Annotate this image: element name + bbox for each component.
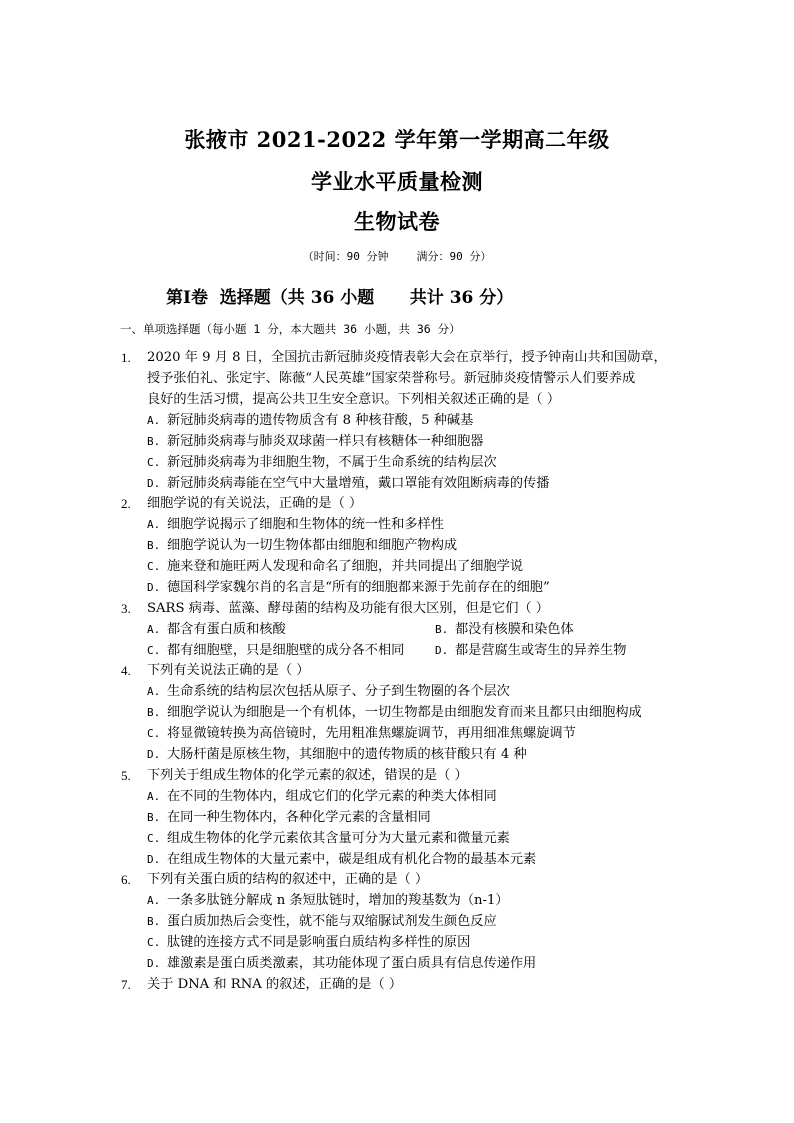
question-number: 7. bbox=[121, 977, 131, 992]
option-text: 将显微镜转换为高倍镜时，先用粗准焦螺旋调节，再用细准焦螺旋调节 bbox=[167, 726, 576, 741]
option-text[interactable]: 都含有蛋白质和核酸 bbox=[167, 622, 286, 637]
option-text: 新冠肺炎病毒能在空气中大量增殖，戴口罩能有效阻断病毒的传播 bbox=[167, 476, 550, 491]
answer-option[interactable] bbox=[121, 932, 681, 953]
option-text[interactable]: 都是营腐生或寄生的异养生物 bbox=[455, 643, 627, 658]
answer-option[interactable] bbox=[121, 911, 681, 932]
question-line bbox=[121, 660, 681, 681]
option-text: 施来登和施旺两人发现和命名了细胞，并共同提出了细胞学说 bbox=[167, 559, 524, 574]
question-stem: 良好的生活习惯，提高公共卫生安全意识。下列相关叙述正确的是（ ） bbox=[147, 392, 561, 407]
answer-option[interactable] bbox=[121, 786, 681, 807]
answer-option[interactable] bbox=[121, 410, 681, 431]
question-number: 5. bbox=[121, 768, 131, 783]
answer-option-row bbox=[121, 619, 681, 640]
question-number: 1. bbox=[121, 350, 131, 365]
question-stem: 下列有关蛋白质的结构的叙述中，正确的是（ ） bbox=[147, 872, 429, 887]
question-number: 6. bbox=[121, 872, 131, 887]
question-stem: 授予张伯礼、张定宇、陈薇“人民英雄”国家荣誉称号。新冠肺炎疫情警示人们要养成 bbox=[147, 371, 636, 386]
option-label: A. bbox=[147, 685, 161, 698]
exam-time: （时间：90 分钟 bbox=[302, 250, 389, 263]
answer-option[interactable] bbox=[121, 556, 681, 577]
option-label: C. bbox=[147, 456, 161, 469]
answer-option[interactable] bbox=[121, 744, 681, 765]
option-text: 细胞学说揭示了细胞和生物体的统一性和多样性 bbox=[167, 517, 444, 532]
question-line bbox=[121, 974, 681, 995]
exam-info bbox=[0, 248, 794, 264]
option-label: A. bbox=[147, 414, 161, 427]
option-label: B. bbox=[147, 435, 161, 448]
option-label: D. bbox=[147, 581, 161, 594]
option-text: 在不同的生物体内，组成它们的化学元素的种类大体相同 bbox=[167, 789, 497, 804]
question-number: 4. bbox=[121, 663, 131, 678]
option-text: 细胞学说认为细胞是一个有机体，一切生物都是由细胞发育而来且都只由细胞构成 bbox=[167, 705, 642, 720]
option-text: 德国科学家魏尔肖的名言是“所有的细胞都来源于先前存在的细胞” bbox=[167, 580, 550, 595]
option-label: B. bbox=[147, 539, 161, 552]
question-number: 2. bbox=[121, 496, 131, 511]
option-text: 新冠肺炎病毒为非细胞生物，不属于生命系统的结构层次 bbox=[167, 455, 497, 470]
question-line bbox=[121, 368, 681, 389]
answer-option[interactable] bbox=[121, 890, 681, 911]
answer-option-row bbox=[121, 640, 681, 661]
option-text: 在同一种生物体内，各种化学元素的含量相同 bbox=[167, 810, 431, 825]
option-text: 生命系统的结构层次包括从原子、分子到生物圈的各个层次 bbox=[167, 684, 510, 699]
option-text: 组成生物体的化学元素依其含量可分为大量元素和微量元素 bbox=[167, 831, 510, 846]
question-stem: 2020 年 9 月 8 日，全国抗击新冠肺炎疫情表彰大会在京举行，授予钟南山共和国勋章， bbox=[147, 350, 667, 365]
question-1 bbox=[121, 347, 681, 494]
answer-option[interactable] bbox=[121, 702, 681, 723]
option-text: 蛋白质加热后会变性，就不能与双缩脲试剂发生颜色反应 bbox=[167, 914, 497, 929]
option-label: A. bbox=[147, 894, 161, 907]
option-text: 雄激素是蛋白质类激素，其功能体现了蛋白质具有信息传递作用 bbox=[167, 956, 537, 971]
answer-option[interactable] bbox=[121, 807, 681, 828]
option-text: 新冠肺炎病毒与肺炎双球菌一样只有核糖体一种细胞器 bbox=[167, 434, 484, 449]
option-label[interactable]: D. bbox=[435, 644, 449, 657]
answer-option[interactable] bbox=[121, 577, 681, 598]
exam-score: 满分：90 分） bbox=[416, 250, 492, 263]
answer-option[interactable] bbox=[121, 849, 681, 870]
option-label: C. bbox=[147, 560, 161, 573]
option-label: D. bbox=[147, 957, 161, 970]
answer-option[interactable] bbox=[121, 723, 681, 744]
exam-title: 张掖市 2021-2022 学年第一学期高二年级 bbox=[184, 127, 610, 152]
option-label: D. bbox=[147, 853, 161, 866]
question-stem: 细胞学说的有关说法，正确的是（ ） bbox=[147, 496, 363, 511]
answer-option[interactable] bbox=[121, 431, 681, 452]
question-stem: 关于 DNA 和 RNA 的叙述，正确的是（ ） bbox=[147, 977, 403, 992]
question-line bbox=[121, 347, 681, 368]
answer-option[interactable] bbox=[121, 953, 681, 974]
option-text: 肽键的连接方式不同是影响蛋白质结构多样性的原因 bbox=[167, 935, 471, 950]
question-line bbox=[121, 389, 681, 410]
option-label: C. bbox=[147, 936, 161, 949]
question-2 bbox=[121, 493, 681, 598]
exam-subject: 生物试卷 bbox=[354, 209, 440, 234]
option-label[interactable]: B. bbox=[435, 623, 449, 636]
question-line bbox=[121, 765, 681, 786]
option-label[interactable]: C. bbox=[147, 644, 161, 657]
option-label[interactable]: A. bbox=[147, 623, 161, 636]
exam-subtitle: 学业水平质量检测 bbox=[311, 169, 483, 194]
option-label: C. bbox=[147, 832, 161, 845]
option-label: B. bbox=[147, 706, 161, 719]
option-label: A. bbox=[147, 790, 161, 803]
option-text[interactable]: 都没有核膜和染色体 bbox=[455, 622, 574, 637]
option-text: 一条多肽链分解成 n 条短肽链时，增加的羧基数为（n-1） bbox=[167, 893, 509, 908]
option-label: D. bbox=[147, 748, 161, 761]
option-text: 在组成生物体的大量元素中，碳是组成有机化合物的最基本元素 bbox=[167, 852, 537, 867]
question-stem: 下列关于组成生物体的化学元素的叙述，错误的是（ ） bbox=[147, 768, 468, 783]
option-label: B. bbox=[147, 811, 161, 824]
answer-option[interactable] bbox=[121, 681, 681, 702]
option-text: 细胞学说认为一切生物体都由细胞和细胞产物构成 bbox=[167, 538, 458, 553]
answer-option[interactable] bbox=[121, 828, 681, 849]
option-text: 新冠肺炎病毒的遗传物质含有 8 种核苷酸，5 种碱基 bbox=[167, 413, 474, 428]
question-5 bbox=[121, 765, 681, 870]
question-line bbox=[121, 493, 681, 514]
option-label: D. bbox=[147, 477, 161, 490]
answer-option[interactable] bbox=[121, 535, 681, 556]
answer-option[interactable] bbox=[121, 514, 681, 535]
question-stem: SARS 病毒、蓝藻、酵母菌的结构及功能有很大区别，但是它们（ ） bbox=[147, 601, 549, 616]
option-label: A. bbox=[147, 518, 161, 531]
question-stem: 下列有关说法正确的是（ ） bbox=[147, 663, 310, 678]
question-4 bbox=[121, 660, 681, 765]
section-title: 第Ⅰ卷 选择题（共 36 小题 共计 36 分） bbox=[166, 288, 514, 308]
answer-option[interactable] bbox=[121, 452, 681, 473]
question-7 bbox=[121, 974, 681, 995]
option-label: B. bbox=[147, 915, 161, 928]
question-number: 3. bbox=[121, 601, 131, 616]
option-text: 大肠杆菌是原核生物，其细胞中的遗传物质的核苷酸只有 4 种 bbox=[167, 747, 527, 762]
section-subhead: 一、单项选择题（每小题 1 分，本大题共 36 小题，共 36 分） bbox=[120, 322, 461, 336]
answer-option[interactable] bbox=[121, 473, 681, 494]
question-line bbox=[121, 869, 681, 890]
question-6 bbox=[121, 869, 681, 974]
question-line bbox=[121, 598, 681, 619]
option-label: C. bbox=[147, 727, 161, 740]
question-3 bbox=[121, 598, 681, 661]
option-text[interactable]: 都有细胞壁，只是细胞壁的成分各不相同 bbox=[167, 643, 405, 658]
